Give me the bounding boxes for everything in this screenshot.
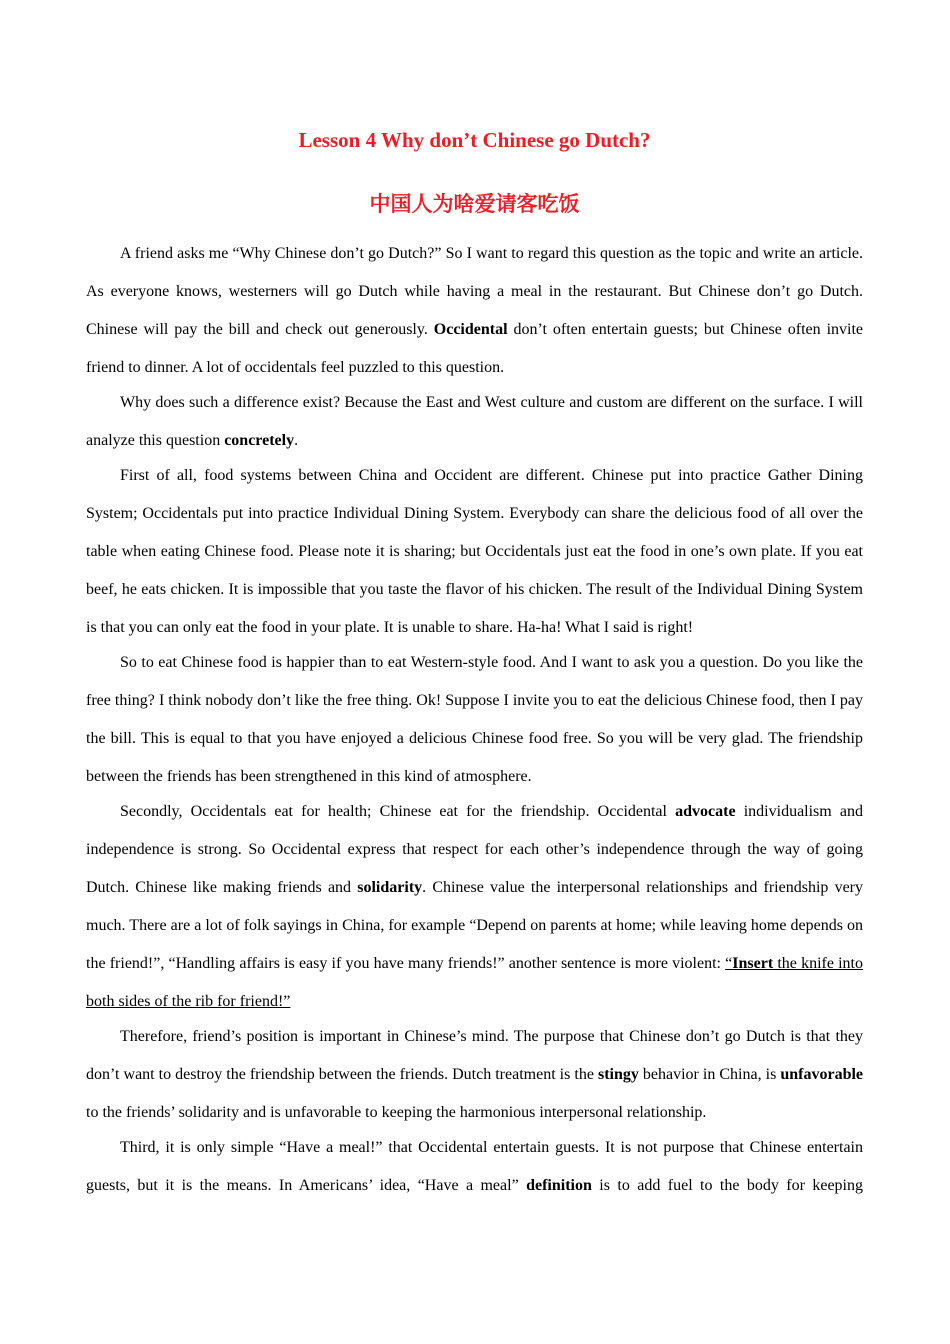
- paragraph-5: Secondly, Occidentals eat for health; Chinese eat for the friendship. Occidental advocate individualism and independence is strong. So Occidental express that respect for each other’s independence through the way of going Dutch. Chinese like making friends and solidarity. Chinese value the interpersonal relationships and friendship very much. There are a lot of folk sayings in China, for example “Depend on parents at home; while leaving home depends on the friend!”, “Handling affairs is easy if you have many friends!” another sentence is more violent: “Insert the knife into both sides of the rib for friend!”: [86, 803, 864, 1010]
- paragraph-4: So to eat Chinese food is happier than to eat Western-style food. And I want to ask you a question. Do you like the free thing? I think nobody don’t like the free thing. Ok! Suppose I invite you to eat the delicious Chinese food, then I pay the bill. This is equal to that you have enjoyed a delicious Chinese food free. So you will be very glad. The friendship between the friends has been strengthened in this kind of atmosphere.: [86, 654, 863, 785]
- vocab-stingy: stingy: [597, 1066, 639, 1083]
- paragraph-2: Why does such a difference exist? Because the East and West culture and custom are different on the surface. I will analyze this question concretely.: [86, 394, 863, 449]
- vocab-unfavorable: unfavorable: [780, 1066, 864, 1083]
- paragraph-7: Third, it is only simple “Have a meal!” that Occidental entertain guests. It is not purpose that Chinese entertain guests, but it is the means. In Americans’ idea, “Have a meal” definition is to add fuel to the body for keeping: [86, 1139, 864, 1194]
- paragraph-3: First of all, food systems between China and Occident are different. Chinese put into practice Gather Dining System; Occidentals put into practice Individual Dining System. Everybody can share the delicious food of all over the table when eating Chinese food. Please note it is sharing; but Occidentals just eat the food in one’s own plate. If you eat beef, he eats chicken. It is impossible that you taste the flavor of his chicken. The result of the Individual Dining System is that you can only eat the food in your plate. It is unable to share. Ha-ha! What I said is right!: [86, 467, 863, 636]
- vocab-definition: definition: [526, 1177, 592, 1194]
- paragraph-1: A friend asks me “Why Chinese don’t go Dutch?” So I want to regard this question as the topic and write an article. As everyone knows, westerners will go Dutch while having a meal in the restaurant. But Chinese don’t go Dutch. Chinese will pay the bill and check out generously. Occidental don’t often entertain guests; but Chinese often invite friend to dinner. A lot of occidentals feel puzzled to this question.: [86, 245, 864, 376]
- vocab-solidarity: solidarity: [357, 879, 423, 896]
- article-body: [86, 235, 863, 1202]
- paragraph-6: Therefore, friend’s position is important in Chinese’s mind. The purpose that Chinese don’t go Dutch is that they don’t want to destroy the friendship between the friends. Dutch treatment is the stingy behavior in China, is unfavorable to the friends’ solidarity and is unfavorable to keeping the harmonious interpersonal relationship.: [86, 1028, 864, 1121]
- vocab-advocate: advocate: [675, 803, 736, 820]
- vocab-concretely: concretely: [224, 432, 295, 449]
- underlined-quote: “Insert the knife into both sides of the rib for friend!”: [86, 955, 864, 1010]
- lesson-title-chinese: 中国人为啥爱请客吃饭: [369, 192, 580, 216]
- vocab-insert: Insert: [732, 955, 774, 972]
- vocab-occidental: Occidental: [433, 321, 508, 338]
- lesson-title: Lesson 4 Why don’t Chinese go Dutch?: [298, 128, 651, 152]
